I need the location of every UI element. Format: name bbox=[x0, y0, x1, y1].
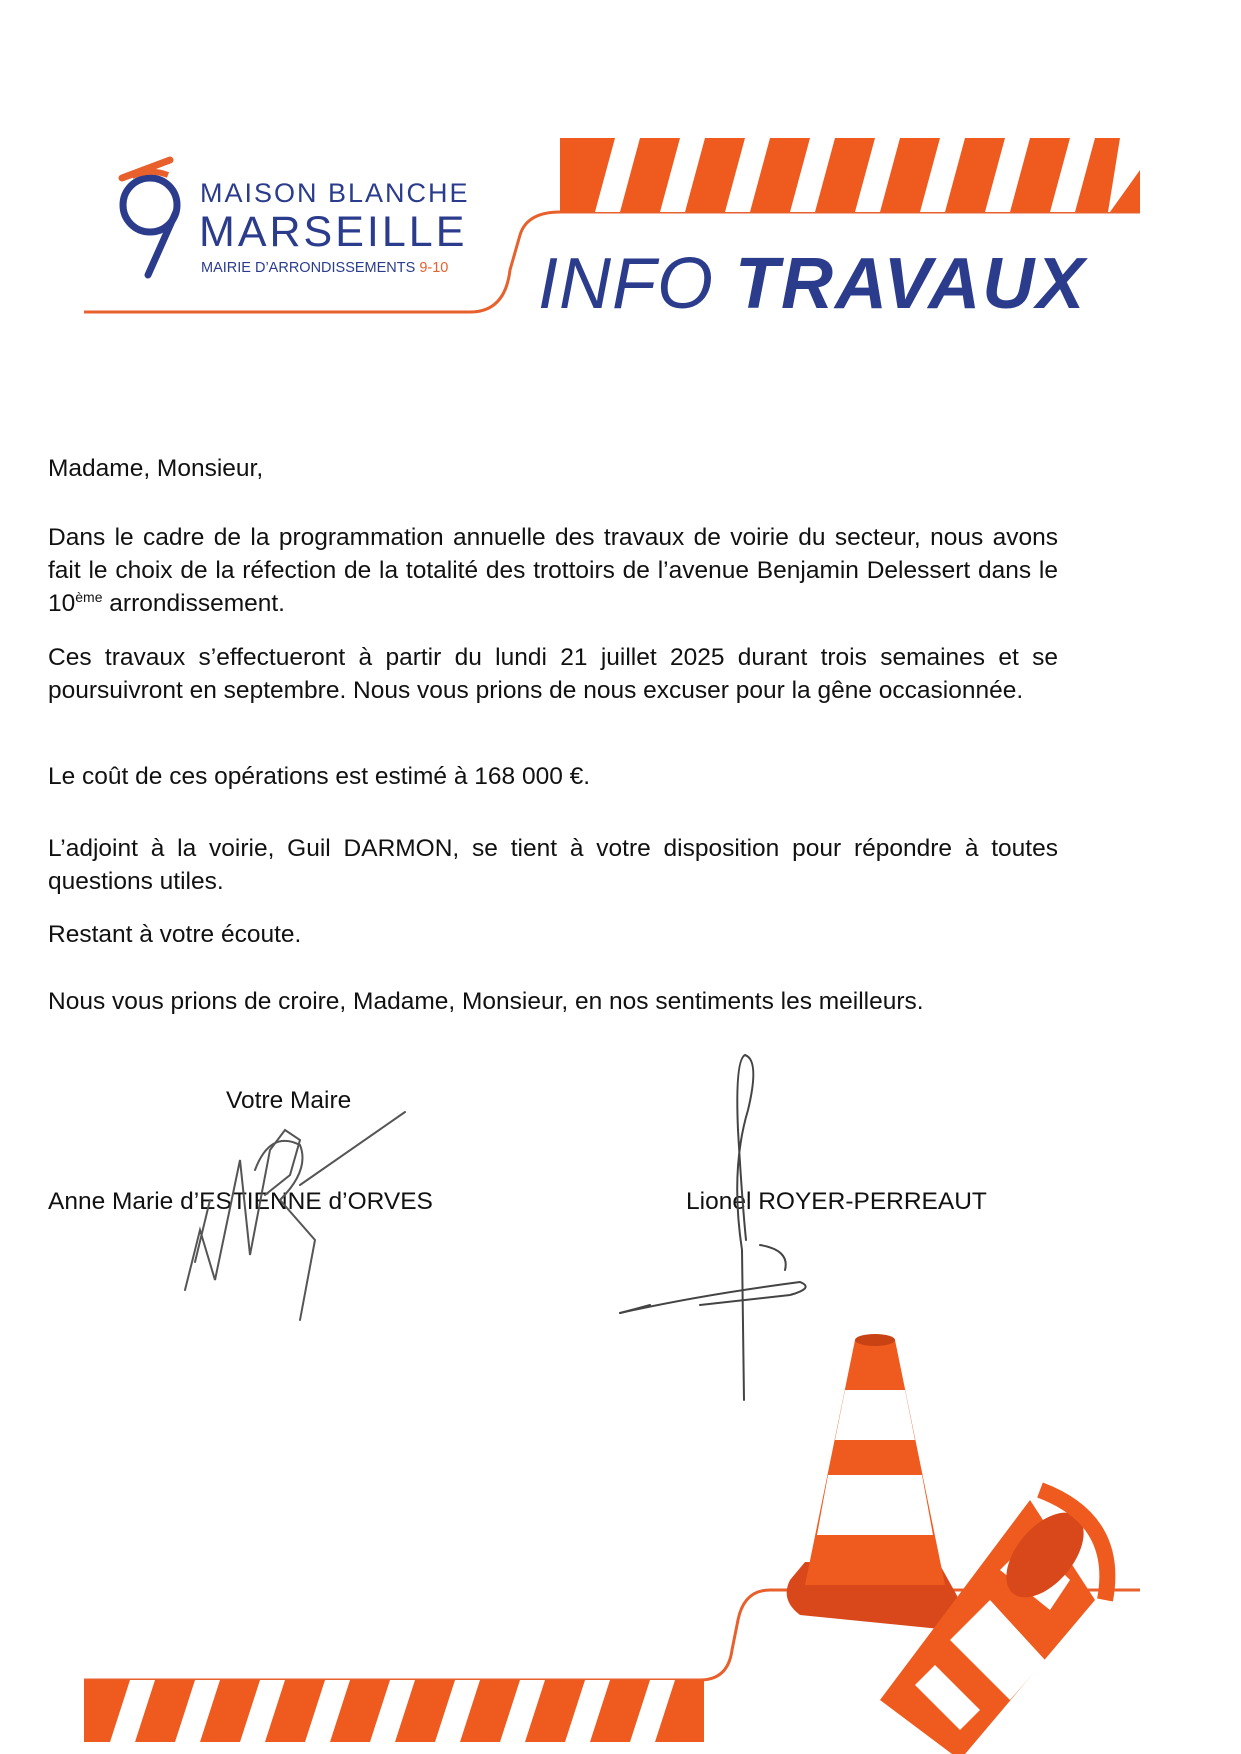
logo-emblem-icon bbox=[122, 160, 177, 275]
traffic-cone-standing-icon bbox=[787, 1334, 962, 1630]
paragraph-5: Restant à votre écoute. bbox=[48, 921, 302, 948]
signature-left-icon bbox=[185, 1112, 405, 1320]
footer-art bbox=[0, 1300, 1241, 1754]
paragraph-3: Le coût de ces opérations est estimé à 168 000 €. bbox=[48, 763, 591, 790]
paragraph-1-end: arrondissement. bbox=[102, 590, 285, 617]
salutation: Madame, Monsieur, bbox=[48, 455, 264, 482]
logo-line3-accent: 9-10 bbox=[419, 260, 449, 276]
travaux-word: TRAVAUX bbox=[735, 244, 1087, 324]
logo-line3-text: MAIRIE D’ARRONDISSEMENTS bbox=[201, 260, 420, 276]
paragraph-1 bbox=[48, 521, 1058, 620]
hazard-stripes-top bbox=[560, 138, 1140, 212]
logo-line1: MAISON BLANCHE bbox=[200, 178, 470, 208]
info-word: INFO bbox=[538, 244, 714, 324]
paragraph-6: Nous vous prions de croire, Madame, Monsieur, en nos sentiments les meilleurs. bbox=[48, 988, 924, 1015]
hazard-stripes-bottom bbox=[84, 1680, 704, 1742]
paragraph-4: L’adjoint à la voirie, Guil DARMON, se tient à votre disposition pour répondre à toutes questions utiles. bbox=[48, 835, 1058, 895]
paragraph-1-sup: ème bbox=[75, 588, 103, 605]
paragraph-2: Ces travaux s’effectueront à partir du lundi 21 juillet 2025 durant trois semaines et se poursuivront en septembre. Nous vous prions de nous excuser pour la gêne occasionnée. bbox=[48, 644, 1058, 704]
signature-title: Votre Maire bbox=[226, 1087, 352, 1114]
paragraph-1-text: Dans le cadre de la programmation annuelle des travaux de voirie du secteur, nous avons fait le choix de la réfection de la totalité des trottoirs de l’avenue Benjamin Delessert dans le 10 bbox=[48, 524, 1058, 617]
info-travaux-title bbox=[538, 244, 1087, 324]
signature-left-name: Anne Marie d’ESTIENNE d’ORVES bbox=[48, 1188, 433, 1215]
logo-line2: MARSEILLE bbox=[199, 208, 468, 256]
logo-line3 bbox=[201, 260, 448, 276]
signature-right-name: Lionel ROYER-PERREAUT bbox=[686, 1188, 987, 1215]
